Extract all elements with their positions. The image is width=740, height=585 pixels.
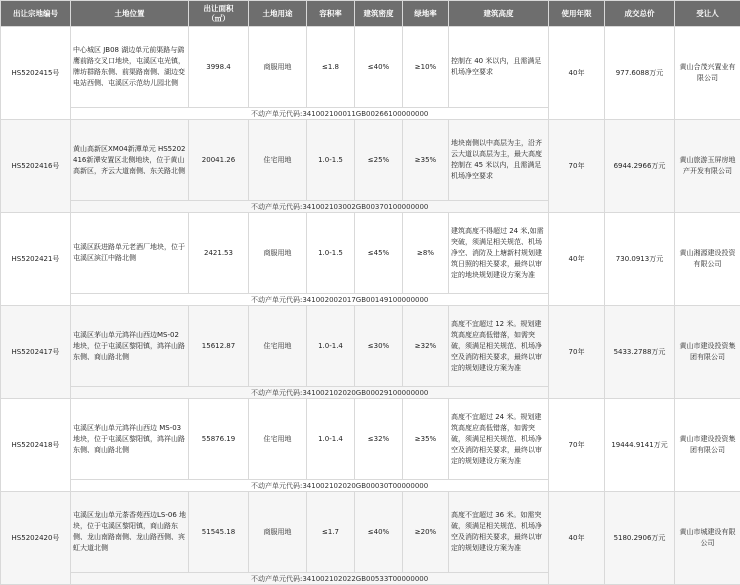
header-price: 成交总价 — [605, 1, 675, 27]
header-use: 土地用途 — [249, 1, 307, 27]
total-price: 5180.2906万元 — [605, 492, 675, 585]
table-row — [1, 27, 740, 108]
green-ratio: ≥35% — [403, 120, 449, 201]
buyer: 黄山合茂兴置业有限公司 — [675, 27, 740, 120]
building-height: 高度不宜超过 36 米。如需突破，须满足相关规范、机场净空及消防相关要求，最终以审定的规划建设方案为准 — [449, 492, 549, 573]
location: 屯溪区跃进路单元老酒厂地块，位于屯溪区滨江中路北侧 — [71, 213, 189, 294]
area: 3998.4 — [189, 27, 249, 108]
use-years: 70年 — [549, 399, 605, 492]
header-density: 建筑密度 — [355, 1, 403, 27]
unit-code: 不动产单元代码:341002102020GB00029100000000 — [71, 387, 549, 399]
land-use: 商服用地 — [249, 213, 307, 294]
unit-code: 不动产单元代码:341002102020GB00030T00000000 — [71, 480, 549, 492]
parcel-id: HS5202416号 — [1, 120, 71, 213]
use-years: 70年 — [549, 306, 605, 399]
buyer: 黄山市城建设有限公司 — [675, 492, 740, 585]
header-area-label: 出让面积 — [204, 4, 234, 13]
land-use: 住宅用地 — [249, 399, 307, 480]
building-density: ≤45% — [355, 213, 403, 294]
floor-area-ratio: ≤1.8 — [307, 27, 355, 108]
building-density: ≤40% — [355, 27, 403, 108]
building-density: ≤40% — [355, 492, 403, 573]
building-height: 高度不宜超过 24 米。规划建筑高度应高低错落，如需突破，须满足相关规范、机场净空及消防相关要求，最终以审定的规划建设方案为准 — [449, 399, 549, 480]
building-density: ≤32% — [355, 399, 403, 480]
table-row — [1, 492, 740, 573]
header-years: 使用年限 — [549, 1, 605, 27]
unit-code: 不动产单元代码:341002102022GB00533T00000000 — [71, 573, 549, 585]
table-row — [1, 306, 740, 387]
parcel-id: HS5202420号 — [1, 492, 71, 585]
green-ratio: ≥35% — [403, 399, 449, 480]
parcel-id: HS5202421号 — [1, 213, 71, 306]
use-years: 40年 — [549, 27, 605, 120]
area: 51545.18 — [189, 492, 249, 573]
building-height: 控制在 40 米以内，且需满足机场净空要求 — [449, 27, 549, 108]
floor-area-ratio: 1.0-1.5 — [307, 213, 355, 294]
floor-area-ratio: ≤1.7 — [307, 492, 355, 573]
total-price: 5433.2788万元 — [605, 306, 675, 399]
total-price: 730.0913万元 — [605, 213, 675, 306]
location: 屯溪区茅山单元鸿祥山西边MS-02 地块，位于屯溪区黎阳镇，鸿祥山路东侧、商山路北侧 — [71, 306, 189, 387]
land-use: 住宅用地 — [249, 120, 307, 201]
green-ratio: ≥20% — [403, 492, 449, 573]
building-height: 建筑高度不得超过 24 米,如需突破，须满足相关规范、机场净空、消防及上塘新村规划建筑日照的相关要求，最终以审定的地块规划建设方案为准 — [449, 213, 549, 294]
use-years: 40年 — [549, 213, 605, 306]
unit-code: 不动产单元代码:341002103002GB00370100000000 — [71, 201, 549, 213]
area: 2421.53 — [189, 213, 249, 294]
land-use: 商服用地 — [249, 27, 307, 108]
location: 黄山高新区XM04新潭单元 HS5202416新潭安置区北侧地块，位于黄山高新区，齐云大道南侧、东关路北侧 — [71, 120, 189, 201]
total-price: 977.6088万元 — [605, 27, 675, 120]
table-row — [1, 213, 740, 294]
header-green: 绿地率 — [403, 1, 449, 27]
building-density: ≤25% — [355, 120, 403, 201]
buyer: 黄山旅游玉屏房地产开发有限公司 — [675, 120, 740, 213]
unit-code: 不动产单元代码:341002002017GB00149100000000 — [71, 294, 549, 306]
land-use: 住宅用地 — [249, 306, 307, 387]
land-use: 商服用地 — [249, 492, 307, 573]
floor-area-ratio: 1.0-1.4 — [307, 306, 355, 387]
buyer: 黄山湘源建设投资有限公司 — [675, 213, 740, 306]
location: 中心城区 JB08 湖边单元前渠路与鹞鹰前路交叉口地块，屯溪区屯光镇，牌坊群路东侧、前渠路南侧、湖边变电站西侧、屯溪区示范幼儿园北侧 — [71, 27, 189, 108]
total-price: 19444.9141万元 — [605, 399, 675, 492]
table-row — [1, 120, 740, 201]
header-location: 土地位置 — [71, 1, 189, 27]
header-area — [189, 1, 249, 27]
buyer: 黄山市建设投资集团有限公司 — [675, 399, 740, 492]
header-buyer: 受让人 — [675, 1, 740, 27]
building-density: ≤30% — [355, 306, 403, 387]
floor-area-ratio: 1.0-1.4 — [307, 399, 355, 480]
header-height: 建筑高度 — [449, 1, 549, 27]
unit-code: 不动产单元代码:341002100011GB00266100000000 — [71, 108, 549, 120]
location: 屯溪区茅山单元鸿祥山西边 MS-03 地块，位于屯溪区黎阳镇，鸿祥山路东侧、商山路北侧 — [71, 399, 189, 480]
parcel-id: HS5202415号 — [1, 27, 71, 120]
use-years: 70年 — [549, 120, 605, 213]
table-row — [1, 399, 740, 480]
table-header-row — [1, 1, 740, 27]
floor-area-ratio: 1.0-1.5 — [307, 120, 355, 201]
green-ratio: ≥10% — [403, 27, 449, 108]
area: 20041.26 — [189, 120, 249, 201]
total-price: 6944.2966万元 — [605, 120, 675, 213]
use-years: 40年 — [549, 492, 605, 585]
location: 屯溪区龙山单元茶香苑西边LS-06 地块，位于屯溪区黎阳镇，商山路东侧、龙山南路南侧、龙山路西侧、宾虹大道北侧 — [71, 492, 189, 573]
buyer: 黄山市建设投资集团有限公司 — [675, 306, 740, 399]
header-area-unit: （㎡） — [207, 14, 230, 23]
area: 15612.87 — [189, 306, 249, 387]
green-ratio: ≥8% — [403, 213, 449, 294]
parcel-id: HS5202418号 — [1, 399, 71, 492]
parcel-id: HS5202417号 — [1, 306, 71, 399]
green-ratio: ≥32% — [403, 306, 449, 387]
area: 55876.19 — [189, 399, 249, 480]
building-height: 地块南侧以中高层为主，沿齐云大道以高层为主，最大高度控制在 45 米以内，且需满足机场净空要求 — [449, 120, 549, 201]
header-parcel-id: 出让宗地编号 — [1, 1, 71, 27]
building-height: 高度不宜超过 12 米。规划建筑高度应高低错落，如需突破，须满足相关规范、机场净空及消防相关要求，最终以审定的规划建设方案为准 — [449, 306, 549, 387]
header-far: 容积率 — [307, 1, 355, 27]
